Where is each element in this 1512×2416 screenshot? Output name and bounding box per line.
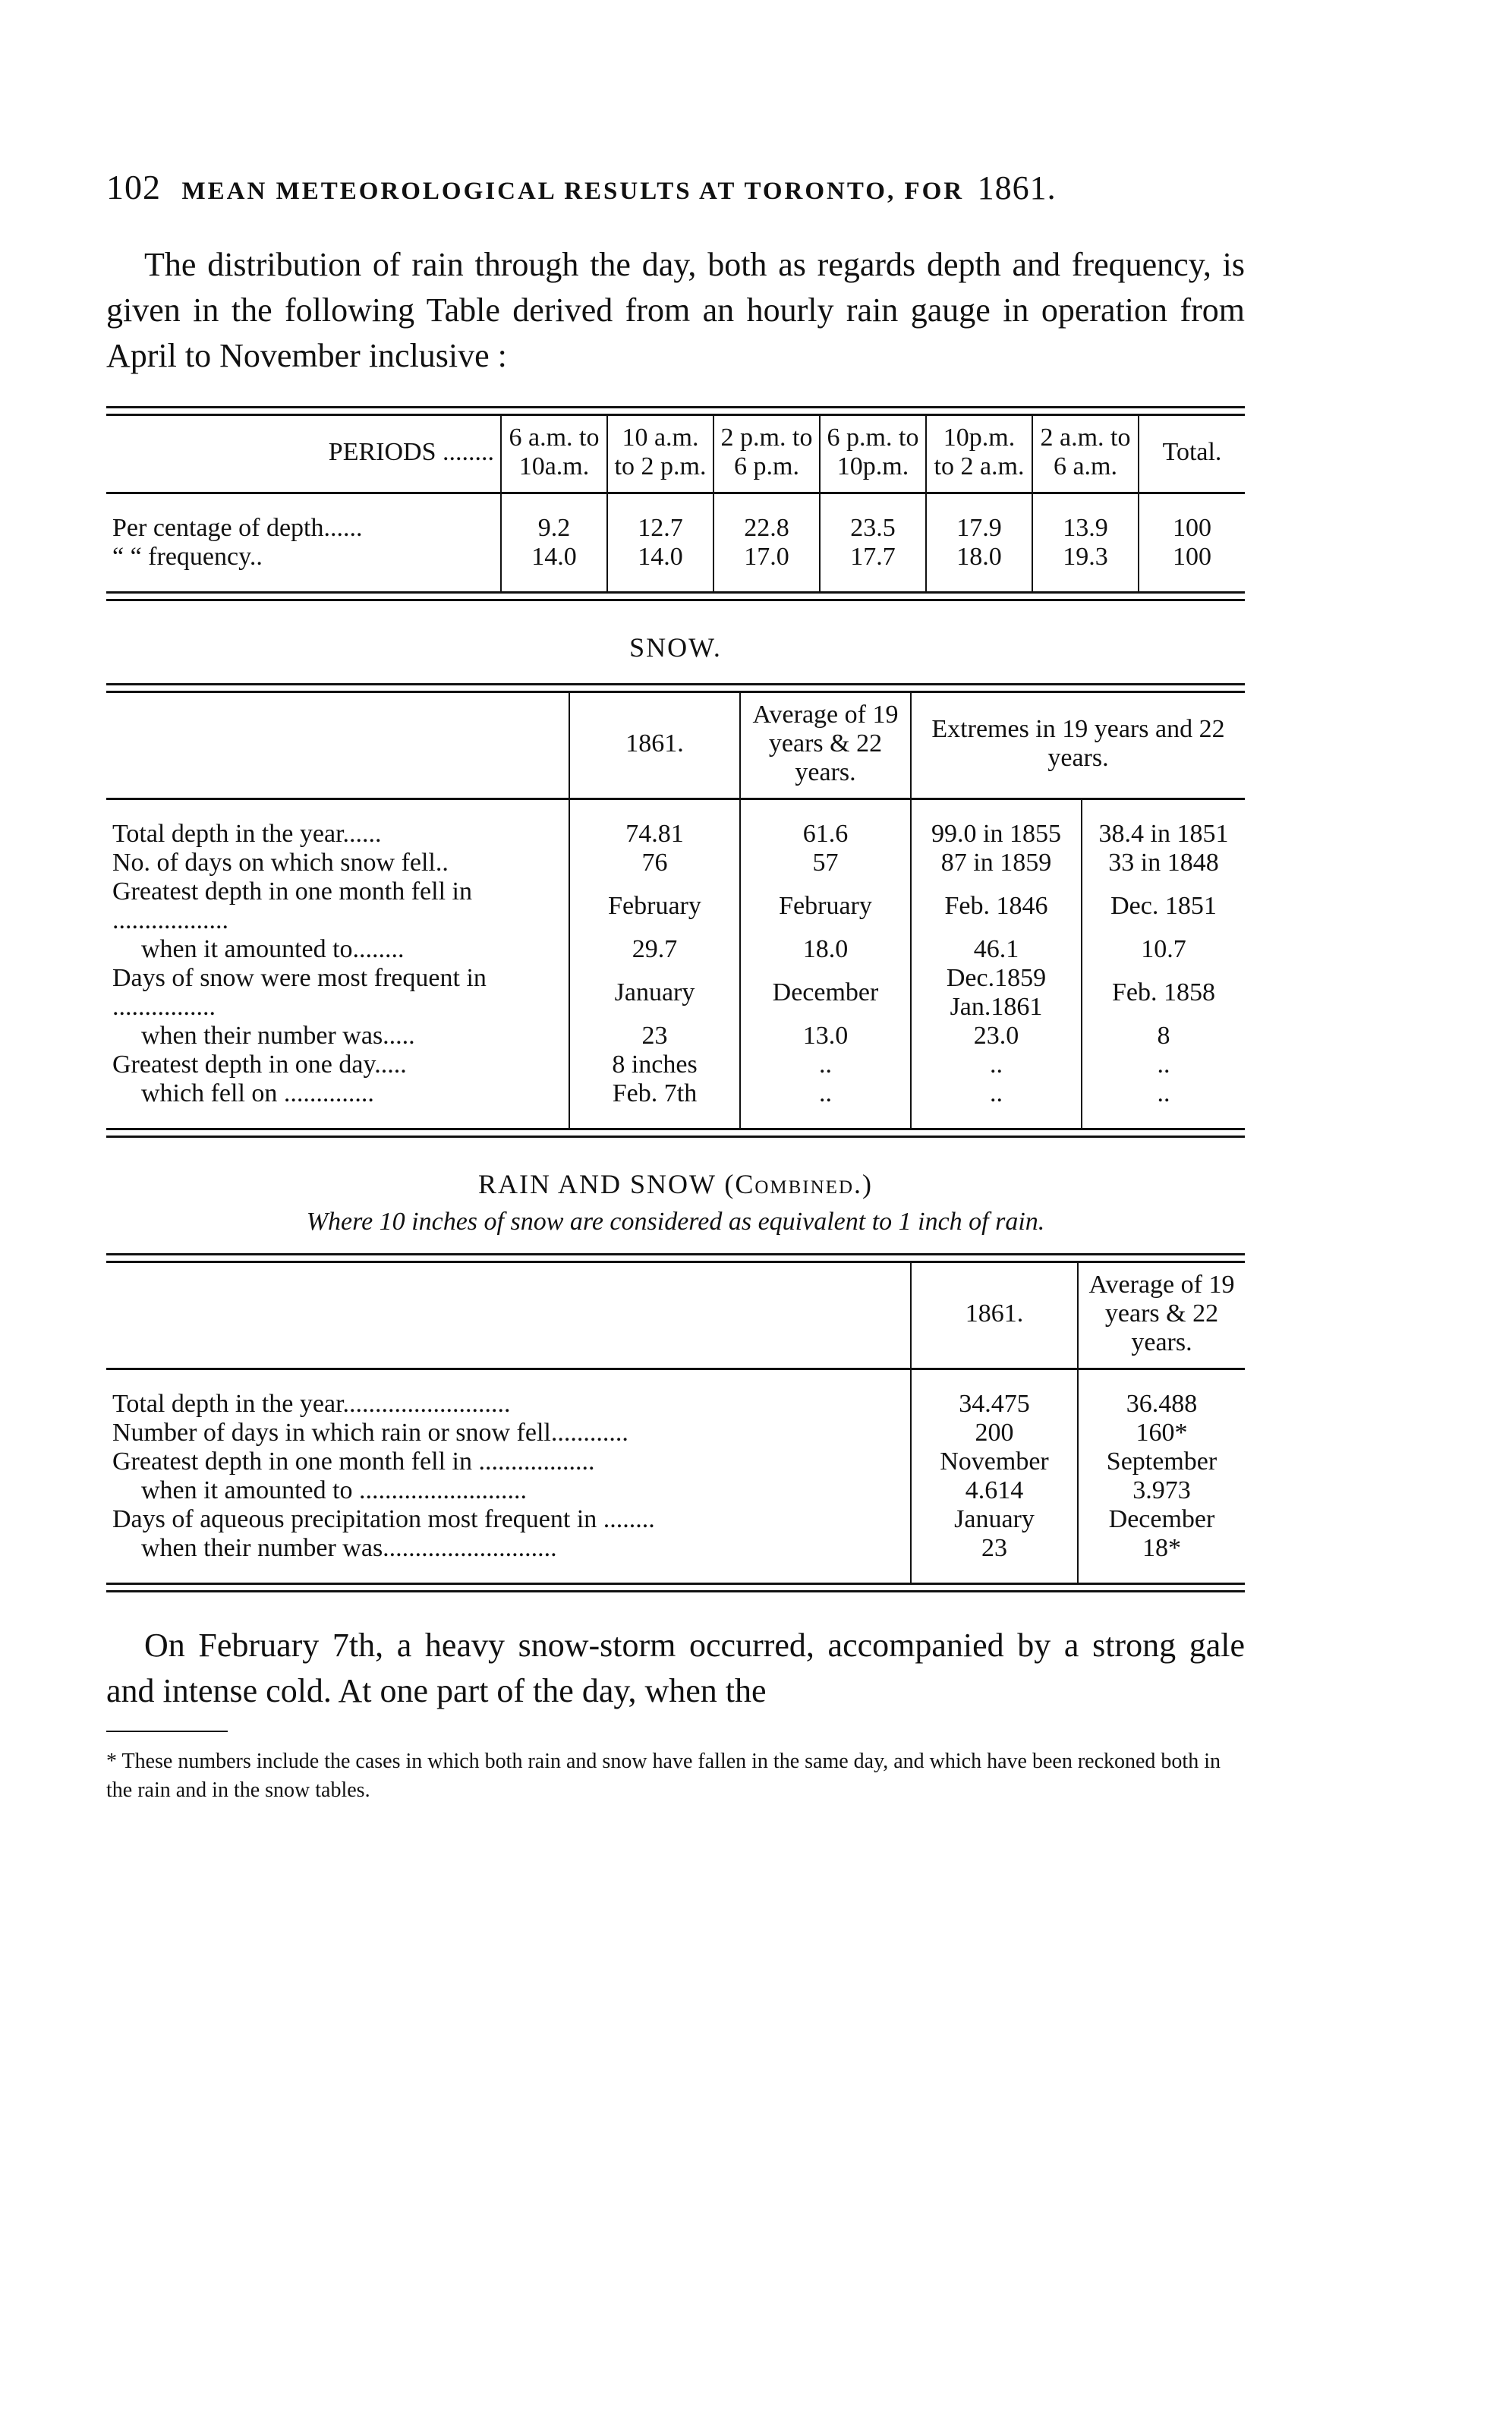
table-cell: 99.0 in 1855 (911, 820, 1082, 849)
table-cell: 34.475 (911, 1390, 1078, 1419)
table-cell: December (1078, 1505, 1245, 1534)
table-cell: November (911, 1447, 1078, 1476)
periods-header-row (106, 416, 1245, 492)
table-row (106, 1390, 1245, 1419)
combined-table (106, 1263, 1245, 1583)
table-cell: 18.0 (740, 935, 911, 964)
row-label: Number of days in which rain or snow fell............ (112, 1419, 628, 1447)
table-cell: 14.0 (607, 543, 713, 572)
table-row (106, 1447, 1245, 1476)
combined-title-suffix: (Combined.) (724, 1169, 873, 1199)
table-cell: Feb. 7th (569, 1079, 740, 1108)
row-label: when their number was........................... (141, 1534, 557, 1562)
period-col-header: 6 p.m. to 10p.m. (820, 416, 926, 492)
table-rule (106, 683, 1245, 693)
intro-paragraph: The distribution of rain through the day, both as regards depth and frequency, is given in the following Table derived from an hourly rain gauge in operation from April to November inclusive : (106, 246, 1245, 374)
table-cell: February (740, 877, 911, 935)
table-cell: 18.0 (926, 543, 1032, 572)
combined-subtitle: Where 10 inches of snow are considered as equivalent to 1 inch of rain. (306, 1208, 1045, 1236)
snow-header-row (106, 693, 1245, 798)
period-col-header: Total. (1139, 416, 1245, 492)
combined-title-main: RAIN AND SNOW (477, 1169, 717, 1199)
table-cell: .. (1082, 1079, 1245, 1108)
table-cell: 19.3 (1032, 543, 1139, 572)
row-label: Greatest depth in one month fell in .................. (112, 877, 472, 934)
periods-table (106, 416, 1245, 591)
row-label: when it amounted to........ (141, 935, 405, 963)
row-label: when their number was..... (141, 1022, 415, 1050)
table-cell: 76 (569, 849, 740, 877)
col-header-1861: 1861. (911, 1263, 1078, 1368)
row-label: No. of days on which snow fell.. (112, 849, 449, 877)
table-cell: 23.5 (820, 514, 926, 543)
page-number: 102 (106, 168, 161, 206)
table-row (106, 849, 1245, 877)
running-title: MEAN METEOROLOGICAL RESULTS AT TORONTO, FOR (181, 178, 965, 205)
running-header (106, 167, 1245, 207)
table-cell: January (569, 964, 740, 1022)
row-label: Greatest depth in one month fell in .................. (112, 1447, 595, 1476)
col-header-average: Average of 19 years & 22 years. (1078, 1263, 1245, 1368)
periods-table-wrap (106, 406, 1245, 601)
period-col-header: 10p.m. to 2 a.m. (926, 416, 1032, 492)
footnote: * These numbers include the cases in which both rain and snow have fallen in the same day, and which have been reckoned both in the rain and in the snow tables. (106, 1750, 1221, 1802)
table-cell: 18* (1078, 1534, 1245, 1563)
row-label: Total depth in the year.......................... (112, 1390, 511, 1418)
table-cell: 29.7 (569, 935, 740, 964)
snow-table-wrap (106, 683, 1245, 1138)
footnote-rule (106, 1731, 228, 1747)
table-cell: 23 (569, 1022, 740, 1051)
table-cell: February (569, 877, 740, 935)
col-header-1861: 1861. (569, 693, 740, 798)
table-cell: 36.488 (1078, 1390, 1245, 1419)
table-cell: .. (911, 1051, 1082, 1079)
row-label: when it amounted to .......................... (141, 1476, 528, 1504)
table-cell: 8 (1082, 1022, 1245, 1051)
table-row (106, 1476, 1245, 1505)
table-row (106, 1419, 1245, 1447)
table-cell: Dec.1859 Jan.1861 (911, 964, 1082, 1022)
table-cell: 23.0 (911, 1022, 1082, 1051)
table-cell: 17.9 (926, 514, 1032, 543)
table-cell: 22.8 (713, 514, 820, 543)
table-cell: Feb. 1846 (911, 877, 1082, 935)
snow-title: SNOW. (629, 632, 722, 663)
table-cell: 100 (1139, 543, 1245, 572)
table-cell: January (911, 1505, 1078, 1534)
table-cell: 13.0 (740, 1022, 911, 1051)
row-label: Days of aqueous precipitation most frequent in ........ (112, 1505, 655, 1533)
table-row (106, 964, 1245, 1022)
table-cell: .. (1082, 1051, 1245, 1079)
row-label: Per centage of depth...... (112, 514, 363, 542)
table-cell: Feb. 1858 (1082, 964, 1245, 1022)
table-cell: .. (740, 1051, 911, 1079)
table-cell: 38.4 in 1851 (1082, 820, 1245, 849)
table-cell: 46.1 (911, 935, 1082, 964)
table-cell: 160* (1078, 1419, 1245, 1447)
table-rule (106, 1253, 1245, 1263)
col-header-extremes: Extremes in 19 years and 22 years. (911, 693, 1245, 798)
table-row (106, 877, 1245, 935)
table-cell: 200 (911, 1419, 1078, 1447)
table-cell: 17.0 (713, 543, 820, 572)
table-row (106, 1534, 1245, 1563)
row-label: Days of snow were most frequent in ................ (112, 964, 487, 1021)
table-rule (106, 1583, 1245, 1592)
table-cell: 8 inches (569, 1051, 740, 1079)
table-cell: 14.0 (501, 543, 607, 572)
table-rule (106, 1128, 1245, 1138)
table-row (106, 1022, 1245, 1051)
row-label: Total depth in the year...... (112, 820, 382, 848)
table-cell: 74.81 (569, 820, 740, 849)
period-col-header: 6 a.m. to 10a.m. (501, 416, 607, 492)
periods-row-label: PERIODS ........ (328, 438, 494, 466)
table-cell: 9.2 (501, 514, 607, 543)
table-cell: 57 (740, 849, 911, 877)
table-cell: 12.7 (607, 514, 713, 543)
table-cell: .. (911, 1079, 1082, 1108)
combined-title (106, 1168, 1245, 1200)
table-cell: 61.6 (740, 820, 911, 849)
table-cell: December (740, 964, 911, 1022)
combined-header-row (106, 1263, 1245, 1368)
table-cell: .. (740, 1079, 911, 1108)
table-cell: September (1078, 1447, 1245, 1476)
table-cell: 23 (911, 1534, 1078, 1563)
period-col-header: 2 p.m. to 6 p.m. (713, 416, 820, 492)
table-row (106, 543, 1245, 572)
table-row (106, 1051, 1245, 1079)
table-cell: Dec. 1851 (1082, 877, 1245, 935)
row-label: which fell on .............. (141, 1079, 374, 1107)
row-label: Greatest depth in one day..... (112, 1051, 407, 1079)
table-cell: 87 in 1859 (911, 849, 1082, 877)
closing-paragraph: On February 7th, a heavy snow-storm occurred, accompanied by a strong gale and intense cold. At one part of the day, when the (106, 1627, 1245, 1709)
row-label: “ “ frequency.. (112, 543, 263, 571)
running-title-year: 1861. (977, 169, 1057, 206)
table-cell: 10.7 (1082, 935, 1245, 964)
table-row (106, 1079, 1245, 1108)
table-cell: 100 (1139, 514, 1245, 543)
table-cell: 3.973 (1078, 1476, 1245, 1505)
table-rule (106, 406, 1245, 416)
table-row (106, 820, 1245, 849)
col-header-average: Average of 19 years & 22 years. (740, 693, 911, 798)
combined-table-wrap (106, 1253, 1245, 1592)
table-cell: 4.614 (911, 1476, 1078, 1505)
period-col-header: 10 a.m. to 2 p.m. (607, 416, 713, 492)
period-col-header: 2 a.m. to 6 a.m. (1032, 416, 1139, 492)
table-row (106, 935, 1245, 964)
table-rule (106, 591, 1245, 601)
table-row (106, 514, 1245, 543)
document-page (106, 167, 1245, 1805)
snow-table (106, 693, 1245, 1128)
table-cell: 13.9 (1032, 514, 1139, 543)
table-cell: 33 in 1848 (1082, 849, 1245, 877)
table-cell: 17.7 (820, 543, 926, 572)
table-row (106, 1505, 1245, 1534)
